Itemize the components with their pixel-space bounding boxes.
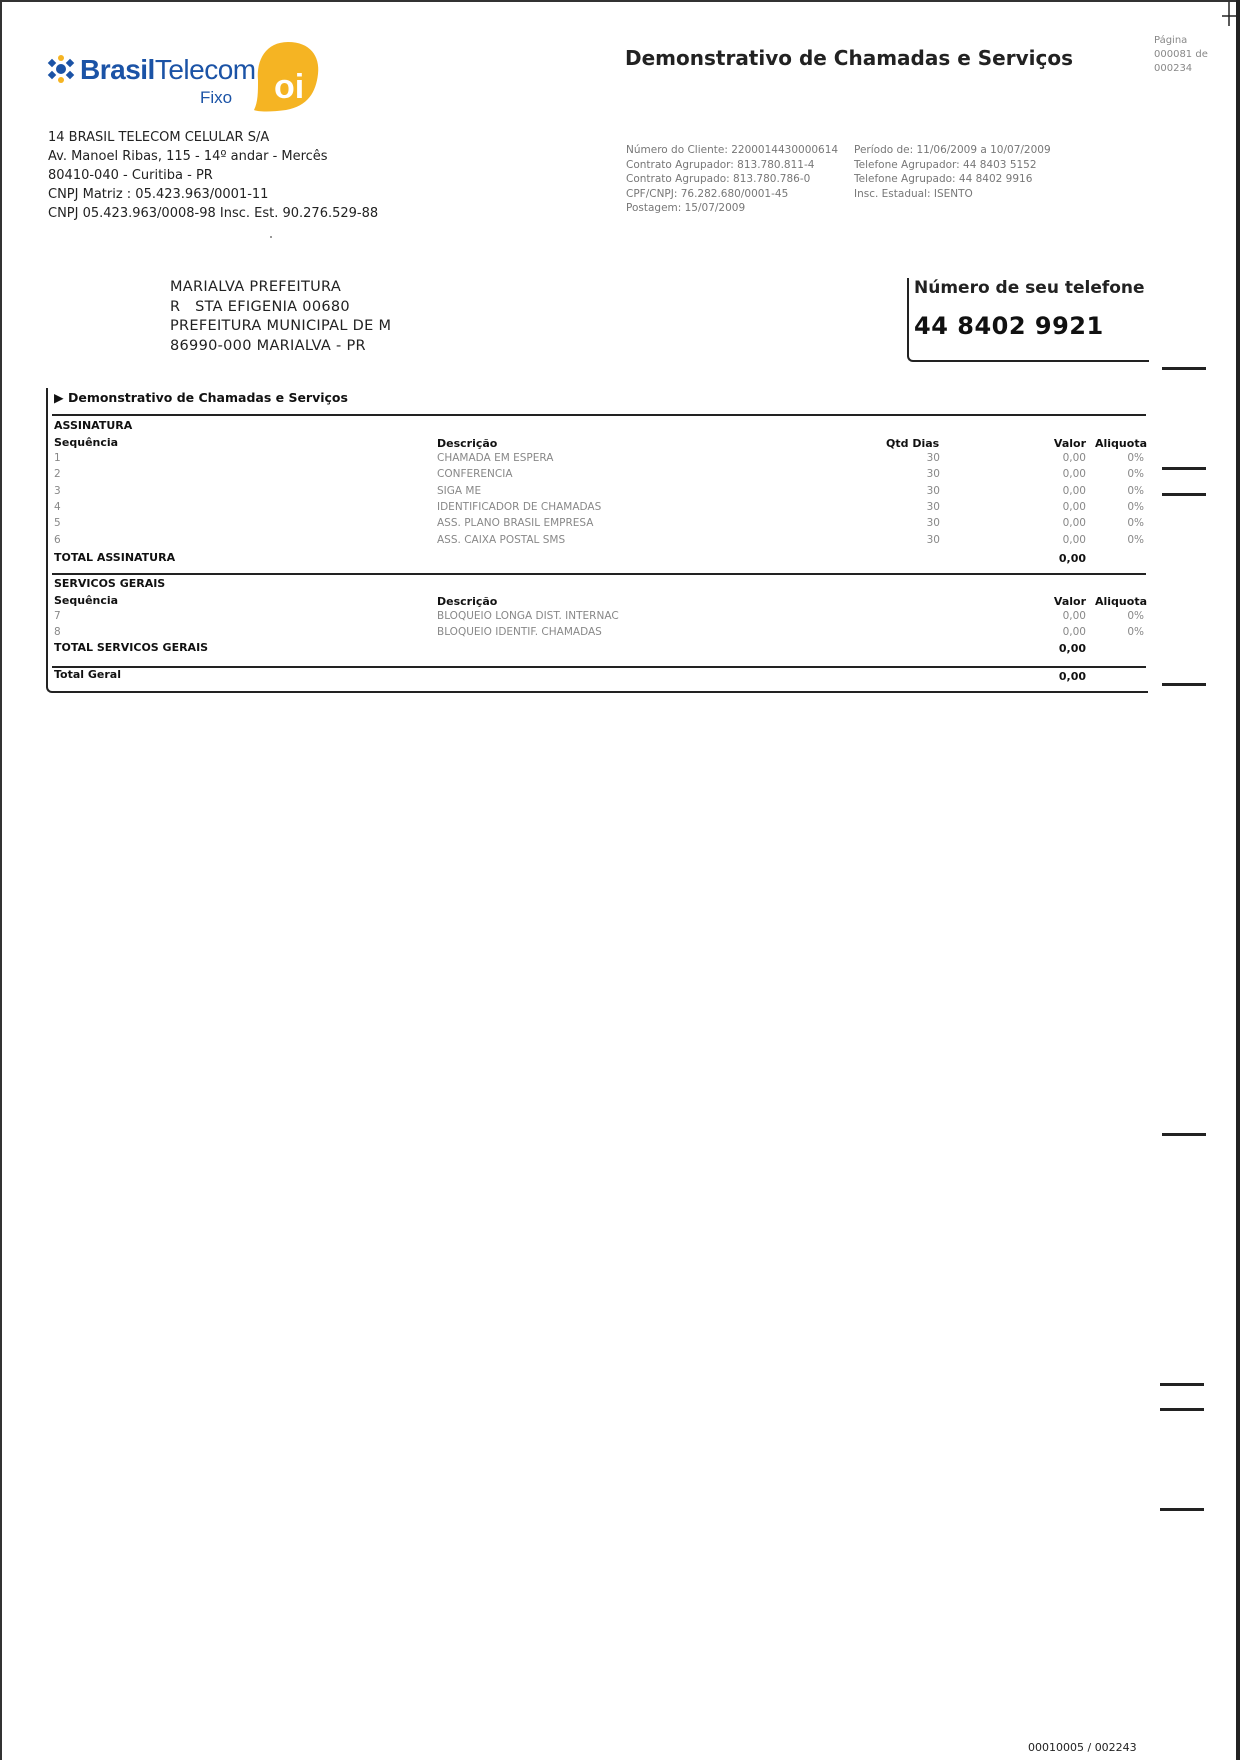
page-edge-top <box>0 0 1240 2</box>
margin-tick <box>1162 1133 1206 1136</box>
row-seq: 4 <box>54 501 61 513</box>
row-desc: CONFERENCIA <box>437 468 513 480</box>
row-valor: 0,00 <box>1062 468 1086 480</box>
statement-title: ▶ Demonstrativo de Chamadas e Serviços <box>54 390 348 405</box>
row-seq: 6 <box>54 534 61 546</box>
row-valor: 0,00 <box>1062 534 1086 546</box>
col-valor: Valor <box>1053 437 1086 450</box>
page-label: Página <box>1154 35 1188 46</box>
client-info-left <box>626 143 838 216</box>
issuer-line: Av. Manoel Ribas, 115 - 14º andar - Mercês <box>48 149 328 164</box>
brand-logo <box>44 48 324 118</box>
phone-label: Número de seu telefone <box>914 278 1145 298</box>
row-aliq: 0% <box>1127 501 1144 513</box>
issuer-line: 14 BRASIL TELECOM CELULAR S/A <box>48 130 270 145</box>
issuer-line: 80410-040 - Curitiba - PR <box>48 168 213 183</box>
row-desc: IDENTIFICADOR DE CHAMADAS <box>437 501 602 513</box>
row-aliq: 0% <box>1127 452 1144 464</box>
row-seq: 1 <box>54 452 61 464</box>
assinatura-heading: ASSINATURA <box>54 419 133 432</box>
billing-period: Período de: 11/06/2009 a 10/07/2009 <box>854 144 1051 156</box>
margin-tick <box>1162 367 1206 370</box>
issuer-line: CNPJ Matriz : 05.423.963/0001-11 <box>48 187 269 202</box>
col-valor: Valor <box>1053 595 1086 608</box>
row-seq: 2 <box>54 468 61 480</box>
margin-tick <box>1162 467 1206 470</box>
issuer-line: CNPJ 05.423.963/0008-98 Insc. Est. 90.276.529-88 <box>48 206 379 221</box>
page-total: 000234 <box>1154 63 1193 74</box>
contract-grouped: Contrato Agrupado: 813.780.786-0 <box>626 173 811 185</box>
row-aliq: 0% <box>1127 610 1144 622</box>
posting-date: Postagem: 15/07/2009 <box>626 202 746 214</box>
total-servicos-label: TOTAL SERVICOS GERAIS <box>54 641 209 654</box>
row-aliq: 0% <box>1127 485 1144 497</box>
row-qtd: 30 <box>926 452 940 464</box>
col-desc: Descrição <box>437 595 498 608</box>
row-desc: BLOQUEIO IDENTIF. CHAMADAS <box>437 626 602 638</box>
row-valor: 0,00 <box>1062 501 1086 513</box>
phone-grouper: Telefone Agrupador: 44 8403 5152 <box>854 158 1037 171</box>
margin-tick <box>1162 493 1206 496</box>
row-desc: SIGA ME <box>437 485 482 497</box>
phone-grouped: Telefone Agrupado: 44 8402 9916 <box>854 173 1033 185</box>
col-aliq: Aliquota <box>1095 595 1147 608</box>
row-qtd: 30 <box>926 534 940 546</box>
footer-code: 00010005 / 002243 <box>1028 1741 1137 1754</box>
grand-total-value: 0,00 <box>1058 670 1086 683</box>
page-edge-left <box>0 0 2 1760</box>
crosshair-mark <box>1222 2 1236 26</box>
brasil-telecom-logo-icon <box>44 54 78 84</box>
row-valor: 0,00 <box>1062 626 1086 638</box>
row-qtd: 30 <box>926 485 940 497</box>
row-valor: 0,00 <box>1062 610 1086 622</box>
row-aliq: 0% <box>1127 468 1144 480</box>
scan-dot <box>270 236 272 238</box>
page-edge-right <box>1236 0 1240 1760</box>
row-desc: CHAMADA EM ESPERA <box>437 452 554 464</box>
col-seq: Sequência <box>54 436 119 449</box>
margin-tick <box>1160 1383 1204 1386</box>
col-qtd: Qtd Dias <box>886 437 940 450</box>
row-aliq: 0% <box>1127 517 1144 529</box>
col-desc: Descrição <box>437 437 498 450</box>
page-counter <box>1154 34 1214 76</box>
row-desc: BLOQUEIO LONGA DIST. INTERNAC <box>437 610 619 622</box>
issuer-address <box>48 128 378 223</box>
margin-tick <box>1160 1408 1204 1411</box>
grand-total-label: Total Geral <box>54 668 121 681</box>
recipient-line: 86990-000 MARIALVA - PR <box>170 337 366 354</box>
client-info-right <box>854 143 1051 201</box>
divider <box>52 573 1146 575</box>
margin-tick <box>1160 1508 1204 1511</box>
svg-text:oi: oi <box>274 68 305 106</box>
row-aliq: 0% <box>1127 626 1144 638</box>
page-current: 000081 de <box>1154 49 1208 60</box>
row-valor: 0,00 <box>1062 452 1086 464</box>
divider <box>52 414 1146 416</box>
row-valor: 0,00 <box>1062 485 1086 497</box>
brand-product: Fixo <box>200 88 233 107</box>
oi-logo-icon <box>252 40 320 114</box>
brand-name: BrasilTelecom <box>80 54 256 85</box>
recipient-address <box>170 278 391 356</box>
col-aliq: Aliquota <box>1095 437 1147 450</box>
cpf-cnpj: CPF/CNPJ: 76.282.680/0001-45 <box>626 187 789 200</box>
page-title: Demonstrativo de Chamadas e Serviços <box>625 46 1073 70</box>
contract-grouper: Contrato Agrupador: 813.780.811-4 <box>626 158 815 171</box>
recipient-line: R STA EFIGENIA 00680 <box>170 298 350 315</box>
recipient-line: MARIALVA PREFEITURA <box>170 279 342 295</box>
statement-frame <box>46 388 1148 693</box>
servicos-heading: SERVICOS GERAIS <box>54 577 166 590</box>
row-seq: 3 <box>54 485 61 497</box>
row-desc: ASS. PLANO BRASIL EMPRESA <box>437 517 594 529</box>
row-valor: 0,00 <box>1062 517 1086 529</box>
row-desc: ASS. CAIXA POSTAL SMS <box>437 534 566 546</box>
divider <box>52 666 1146 668</box>
client-number: Número do Cliente: 2200014430000614 <box>626 144 839 156</box>
recipient-line: PREFEITURA MUNICIPAL DE M <box>170 318 392 334</box>
total-assinatura-value: 0,00 <box>1058 552 1086 565</box>
row-aliq: 0% <box>1127 534 1144 546</box>
row-qtd: 30 <box>926 468 940 480</box>
row-seq: 7 <box>54 610 61 622</box>
phone-number: 44 8402 9921 <box>914 312 1104 340</box>
row-seq: 8 <box>54 626 61 638</box>
total-assinatura-label: TOTAL ASSINATURA <box>54 551 176 564</box>
state-registration: Insc. Estadual: ISENTO <box>854 187 973 200</box>
margin-tick <box>1162 683 1206 686</box>
col-seq: Sequência <box>54 594 119 607</box>
row-qtd: 30 <box>926 501 940 513</box>
total-servicos-value: 0,00 <box>1058 642 1086 655</box>
row-qtd: 30 <box>926 517 940 529</box>
row-seq: 5 <box>54 517 61 529</box>
